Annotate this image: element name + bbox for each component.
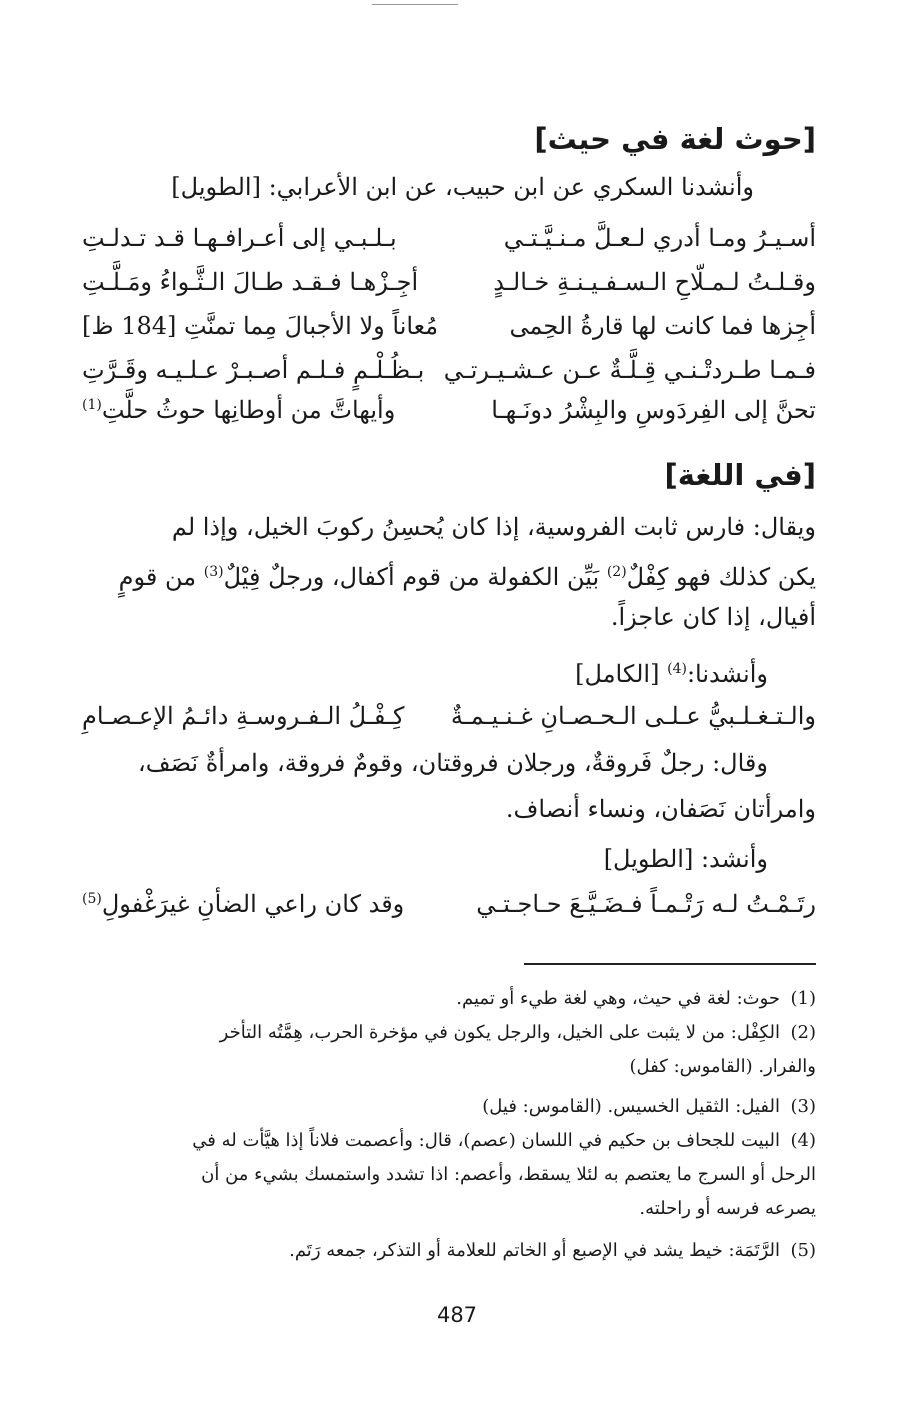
- verse-row: [82, 224, 816, 266]
- verse-row: [82, 396, 816, 438]
- footnote-ref: (2): [606, 564, 627, 580]
- verse-hemistich-2: [82, 890, 404, 918]
- verse-hemistich-1: وقـلـتُ لـمـلّاحِ الـسـفـيـنـةِ خـالـدٍ: [493, 268, 816, 296]
- footnote-ref: (1): [82, 397, 102, 413]
- footnote-text: البيت للجحاف بن حكيم في اللسان (عصم)، قال: وأعصمت فلاناً إذا هيَّأت له في: [192, 1130, 780, 1151]
- footnote-text: الفيل: الثقيل الخسيس. (القاموس: فيل): [482, 1096, 780, 1117]
- footnote-text-cont: الرحل أو السرج ما يعتصم به لئلا يسقط، وأعصم: اذا تشدد واستمسك بشيء من أن: [201, 1164, 816, 1185]
- footnote-text-cont: يصرعه فرسه أو راحلته.: [639, 1198, 816, 1219]
- text-run: يكن كذلك فهو كِفْلٌ: [626, 563, 816, 591]
- footnote: [84, 1090, 816, 1124]
- verse-hemistich-2: بـلـبـي إلى أعـرافـهـا قـد تـدلـتِ: [82, 224, 397, 252]
- verse-hemistich-1: أسـيـرُ ومـا أدري لـعـلَّ مـنـيَّـتـي: [503, 224, 816, 252]
- section-title-fil-lugha: [في اللغة]: [664, 458, 816, 492]
- verse-hemistich-2: بـظُـلْـمٍ فـلـم أصـبـرْ عـلـيـه وقَـرَّتِ: [82, 356, 425, 384]
- footnote-text: الرَّتَمَة: خيط يشد في الإصبع أو الخاتم للعلامة أو التذكر، جمعه رَتَم.: [289, 1240, 780, 1261]
- footnote: [84, 1234, 816, 1268]
- footnote-number: (3): [790, 1096, 816, 1117]
- recite-line: وأنشد: [الطويل]: [603, 845, 768, 873]
- verse-hemistich-1: والـتـغـلـبيُّ عـلـى الـحـصـانِ غـنـيـمـةٌ: [450, 702, 816, 730]
- footnote-text: الكِفْل: من لا يثبت على الخيل، والرجل يكون في مؤخرة الحرب، هِمَّتُه التأخر: [219, 1022, 780, 1043]
- verse-hemistich-2: [82, 396, 395, 424]
- verse-hemistich-2: أجِـزْهـا فـقـد طـالَ الـثَّـواءُ ومَـلَّـتِ: [82, 268, 419, 296]
- footnote-number: (5): [790, 1240, 816, 1261]
- text-run: وأنشدنا:: [686, 660, 768, 688]
- footnote-ref: (5): [82, 891, 102, 907]
- text-run: من قومٍ: [118, 563, 197, 591]
- footnote-ref: (4): [667, 661, 687, 677]
- verse-row: [82, 312, 816, 354]
- footnote-separator: [524, 963, 816, 965]
- section-title-haouth: [حوث لغة في حيث]: [534, 122, 816, 156]
- verse-text: وقد كان راعي الضأنِ غيرَغْفولِ: [101, 890, 405, 918]
- verse-text: وأيهاتَّ من أوطانِها حوثُ حلَّتِ: [101, 396, 396, 424]
- meter-name: [الكامل]: [575, 660, 660, 688]
- verse-hemistich-2: مُعاناً ولا الأجبالَ مِما تمنَّتِ [184 ظ]: [82, 312, 439, 340]
- intro-line: وأنشدنا السكري عن ابن حبيب، عن ابن الأعرابي: [الطويل]: [171, 173, 754, 201]
- verse-row: [82, 268, 816, 310]
- verse-row: [82, 356, 816, 398]
- footnote-text: حوث: لغة في حيث، وهي لغة طيء أو تميم.: [456, 988, 780, 1009]
- verse-hemistich-1: رتَـمْـتُ لـه رَتْـمـاً فـضَـيَّـعَ حـاجـتـي: [476, 890, 816, 918]
- paragraph-line: وامرأتان نَصَفان، ونساء أنصاف.: [505, 795, 816, 823]
- footnote-number: (4): [790, 1130, 816, 1151]
- footnote: [84, 1124, 816, 1226]
- paragraph-line: ويقال: فارس ثابت الفروسية، إذا كان يُحسِنُ ركوبَ الخيل، وإذا لم: [171, 513, 816, 541]
- footnote-number: (1): [790, 988, 816, 1009]
- verse-row: [82, 890, 816, 932]
- page-number: 487: [436, 1303, 478, 1327]
- verse-hemistich-1: تحنَّ إلى الفِردَوسِ والبِشْرُ دونَـهـا: [491, 396, 816, 424]
- footnote: [84, 982, 816, 1016]
- top-rule: [372, 4, 458, 5]
- paragraph-line: وقال: رجلٌ فَروقةٌ، ورجلان فروقتان، وقومٌ فروقة، وامرأةٌ نَصَف،: [138, 749, 768, 777]
- recite-line: [82, 652, 768, 691]
- paragraph-line: [82, 555, 816, 594]
- footnote-ref: (3): [203, 564, 224, 580]
- paragraph-line: أفيال، إذا كان عاجزاً.: [610, 603, 816, 631]
- footnote-number: (2): [790, 1022, 816, 1043]
- text-run: بَيِّن الكفولة من قوم أكفال، ورجلٌ فِيْلٌ: [223, 563, 600, 591]
- verse-row: [82, 702, 816, 744]
- footnote: [84, 1016, 816, 1084]
- verse-hemistich-2: كِـفْـلُ الـفـروسـةِ دائـمُ الإعـصـامِ: [82, 702, 405, 730]
- verse-hemistich-1: أجِزها فما كانت لها قارةُ الحِمى: [509, 312, 816, 340]
- verse-hemistich-1: فـمـا طـردتْـنـي قِـلَّـةٌ عـن عـشـيـرتـي: [443, 356, 816, 384]
- footnote-text-cont: والفرار. (القاموس: كفل): [629, 1056, 816, 1077]
